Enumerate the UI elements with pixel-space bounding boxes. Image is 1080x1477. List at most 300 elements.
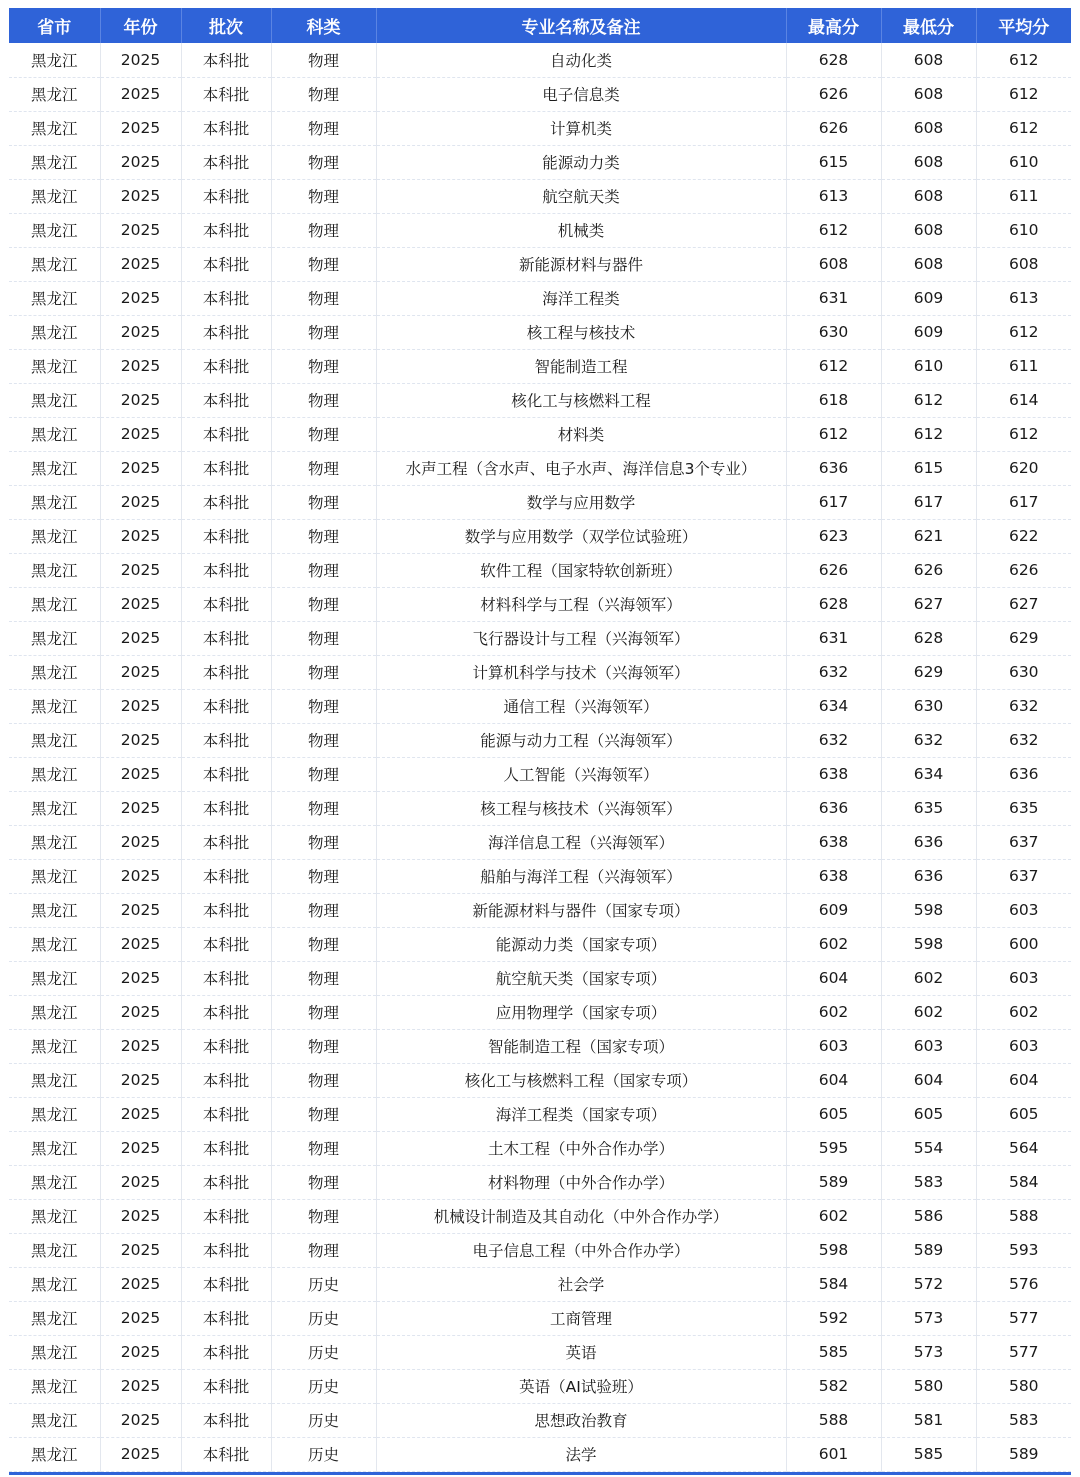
cell-min-score: 580: [881, 1369, 976, 1403]
cell-batch: 本科批: [181, 179, 271, 213]
cell-year: 2025: [100, 1029, 181, 1063]
cell-min-score: 608: [881, 213, 976, 247]
cell-year: 2025: [100, 757, 181, 791]
table-row: [9, 485, 1071, 519]
cell-major: 英语: [376, 1335, 786, 1369]
cell-batch: 本科批: [181, 315, 271, 349]
cell-max-score: 602: [786, 995, 881, 1029]
cell-subject: 物理: [271, 723, 376, 757]
cell-max-score: 582: [786, 1369, 881, 1403]
cell-major: 思想政治教育: [376, 1403, 786, 1437]
cell-year: 2025: [100, 145, 181, 179]
cell-major: 能源与动力工程（兴海领军）: [376, 723, 786, 757]
cell-avg-score: 608: [976, 247, 1071, 281]
cell-avg-score: 629: [976, 621, 1071, 655]
cell-province: 黑龙江: [9, 1369, 100, 1403]
cell-subject: 历史: [271, 1403, 376, 1437]
cell-batch: 本科批: [181, 961, 271, 995]
cell-major: 通信工程（兴海领军）: [376, 689, 786, 723]
cell-year: 2025: [100, 587, 181, 621]
cell-major: 航空航天类（国家专项）: [376, 961, 786, 995]
cell-major: 法学: [376, 1437, 786, 1471]
table-row: [9, 859, 1071, 893]
cell-min-score: 608: [881, 179, 976, 213]
table-row: [9, 383, 1071, 417]
cell-subject: 物理: [271, 383, 376, 417]
cell-year: 2025: [100, 43, 181, 77]
cell-province: 黑龙江: [9, 77, 100, 111]
cell-avg-score: 622: [976, 519, 1071, 553]
cell-major: 船舶与海洋工程（兴海领军）: [376, 859, 786, 893]
cell-province: 黑龙江: [9, 315, 100, 349]
header-major: 专业名称及备注: [376, 8, 786, 43]
cell-batch: 本科批: [181, 553, 271, 587]
cell-province: 黑龙江: [9, 553, 100, 587]
cell-min-score: 621: [881, 519, 976, 553]
cell-batch: 本科批: [181, 1403, 271, 1437]
table-row: [9, 1029, 1071, 1063]
cell-min-score: 586: [881, 1199, 976, 1233]
cell-subject: 物理: [271, 1233, 376, 1267]
cell-subject: 物理: [271, 1165, 376, 1199]
cell-year: 2025: [100, 1233, 181, 1267]
cell-province: 黑龙江: [9, 791, 100, 825]
table-row: [9, 1165, 1071, 1199]
cell-max-score: 631: [786, 621, 881, 655]
cell-batch: 本科批: [181, 995, 271, 1029]
cell-year: 2025: [100, 859, 181, 893]
cell-max-score: 584: [786, 1267, 881, 1301]
cell-province: 黑龙江: [9, 1267, 100, 1301]
cell-min-score: 628: [881, 621, 976, 655]
cell-batch: 本科批: [181, 485, 271, 519]
cell-major: 自动化类: [376, 43, 786, 77]
cell-year: 2025: [100, 791, 181, 825]
cell-major: 新能源材料与器件: [376, 247, 786, 281]
cell-year: 2025: [100, 1063, 181, 1097]
cell-avg-score: 600: [976, 927, 1071, 961]
cell-min-score: 630: [881, 689, 976, 723]
cell-max-score: 638: [786, 825, 881, 859]
cell-province: 黑龙江: [9, 859, 100, 893]
cell-subject: 物理: [271, 757, 376, 791]
cell-max-score: 638: [786, 859, 881, 893]
cell-batch: 本科批: [181, 43, 271, 77]
cell-avg-score: 611: [976, 349, 1071, 383]
cell-min-score: 609: [881, 281, 976, 315]
table-row: [9, 961, 1071, 995]
cell-avg-score: 603: [976, 1029, 1071, 1063]
cell-major: 飞行器设计与工程（兴海领军）: [376, 621, 786, 655]
table-row: [9, 995, 1071, 1029]
cell-batch: 本科批: [181, 859, 271, 893]
table-row: [9, 757, 1071, 791]
cell-province: 黑龙江: [9, 1301, 100, 1335]
cell-batch: 本科批: [181, 1165, 271, 1199]
cell-province: 黑龙江: [9, 213, 100, 247]
cell-max-score: 609: [786, 893, 881, 927]
cell-avg-score: 588: [976, 1199, 1071, 1233]
cell-max-score: 631: [786, 281, 881, 315]
cell-year: 2025: [100, 655, 181, 689]
cell-avg-score: 637: [976, 859, 1071, 893]
cell-major: 海洋工程类: [376, 281, 786, 315]
cell-min-score: 605: [881, 1097, 976, 1131]
table-body: [9, 43, 1071, 1471]
admission-scores-table: [9, 8, 1071, 1472]
cell-avg-score: 603: [976, 961, 1071, 995]
cell-year: 2025: [100, 417, 181, 451]
cell-major: 核化工与核燃料工程（国家专项）: [376, 1063, 786, 1097]
table-row: [9, 689, 1071, 723]
cell-subject: 物理: [271, 77, 376, 111]
cell-subject: 物理: [271, 791, 376, 825]
cell-province: 黑龙江: [9, 145, 100, 179]
cell-min-score: 635: [881, 791, 976, 825]
cell-province: 黑龙江: [9, 485, 100, 519]
cell-max-score: 585: [786, 1335, 881, 1369]
cell-major: 核工程与核技术: [376, 315, 786, 349]
table-row: [9, 1233, 1071, 1267]
cell-batch: 本科批: [181, 1437, 271, 1471]
cell-subject: 物理: [271, 1131, 376, 1165]
cell-avg-score: 636: [976, 757, 1071, 791]
cell-year: 2025: [100, 485, 181, 519]
table-row: [9, 791, 1071, 825]
cell-year: 2025: [100, 179, 181, 213]
cell-subject: 物理: [271, 961, 376, 995]
cell-year: 2025: [100, 961, 181, 995]
cell-min-score: 612: [881, 383, 976, 417]
table-row: [9, 247, 1071, 281]
cell-max-score: 612: [786, 417, 881, 451]
cell-province: 黑龙江: [9, 383, 100, 417]
cell-subject: 物理: [271, 689, 376, 723]
cell-max-score: 589: [786, 1165, 881, 1199]
cell-province: 黑龙江: [9, 111, 100, 145]
cell-subject: 物理: [271, 621, 376, 655]
table-row: [9, 315, 1071, 349]
cell-province: 黑龙江: [9, 1097, 100, 1131]
cell-avg-score: 576: [976, 1267, 1071, 1301]
cell-avg-score: 637: [976, 825, 1071, 859]
cell-year: 2025: [100, 893, 181, 927]
cell-min-score: 572: [881, 1267, 976, 1301]
cell-subject: 物理: [271, 859, 376, 893]
cell-max-score: 612: [786, 213, 881, 247]
cell-subject: 物理: [271, 179, 376, 213]
cell-year: 2025: [100, 281, 181, 315]
cell-subject: 物理: [271, 1199, 376, 1233]
table-row: [9, 723, 1071, 757]
cell-province: 黑龙江: [9, 961, 100, 995]
cell-batch: 本科批: [181, 1029, 271, 1063]
cell-year: 2025: [100, 825, 181, 859]
cell-avg-score: 604: [976, 1063, 1071, 1097]
table-row: [9, 1063, 1071, 1097]
cell-major: 核工程与核技术（兴海领军）: [376, 791, 786, 825]
cell-major: 人工智能（兴海领军）: [376, 757, 786, 791]
cell-max-score: 602: [786, 1199, 881, 1233]
cell-province: 黑龙江: [9, 927, 100, 961]
table-row: [9, 927, 1071, 961]
cell-major: 电子信息类: [376, 77, 786, 111]
cell-min-score: 612: [881, 417, 976, 451]
cell-max-score: 626: [786, 553, 881, 587]
cell-batch: 本科批: [181, 519, 271, 553]
cell-major: 土木工程（中外合作办学）: [376, 1131, 786, 1165]
cell-avg-score: 613: [976, 281, 1071, 315]
table-row: [9, 1097, 1071, 1131]
cell-max-score: 618: [786, 383, 881, 417]
cell-min-score: 608: [881, 145, 976, 179]
cell-avg-score: 564: [976, 1131, 1071, 1165]
cell-max-score: 626: [786, 77, 881, 111]
table-row: [9, 77, 1071, 111]
cell-year: 2025: [100, 111, 181, 145]
cell-max-score: 636: [786, 791, 881, 825]
cell-min-score: 610: [881, 349, 976, 383]
cell-province: 黑龙江: [9, 757, 100, 791]
cell-subject: 物理: [271, 1029, 376, 1063]
cell-major: 材料物理（中外合作办学）: [376, 1165, 786, 1199]
cell-max-score: 630: [786, 315, 881, 349]
cell-major: 英语（AI试验班）: [376, 1369, 786, 1403]
cell-subject: 物理: [271, 587, 376, 621]
cell-avg-score: 635: [976, 791, 1071, 825]
cell-max-score: 638: [786, 757, 881, 791]
cell-avg-score: 593: [976, 1233, 1071, 1267]
cell-subject: 物理: [271, 111, 376, 145]
table-row: [9, 553, 1071, 587]
cell-max-score: 634: [786, 689, 881, 723]
cell-year: 2025: [100, 519, 181, 553]
cell-avg-score: 632: [976, 689, 1071, 723]
cell-min-score: 581: [881, 1403, 976, 1437]
table-row: [9, 349, 1071, 383]
header-province: 省市: [37, 18, 72, 38]
cell-year: 2025: [100, 1131, 181, 1165]
cell-batch: 本科批: [181, 1063, 271, 1097]
table-header-row: [9, 8, 1071, 43]
cell-subject: 物理: [271, 893, 376, 927]
cell-subject: 物理: [271, 451, 376, 485]
cell-year: 2025: [100, 213, 181, 247]
cell-batch: 本科批: [181, 723, 271, 757]
cell-major: 材料类: [376, 417, 786, 451]
cell-max-score: 592: [786, 1301, 881, 1335]
cell-province: 黑龙江: [9, 893, 100, 927]
cell-province: 黑龙江: [9, 43, 100, 77]
cell-province: 黑龙江: [9, 451, 100, 485]
cell-province: 黑龙江: [9, 179, 100, 213]
cell-batch: 本科批: [181, 349, 271, 383]
cell-batch: 本科批: [181, 621, 271, 655]
cell-province: 黑龙江: [9, 1029, 100, 1063]
cell-province: 黑龙江: [9, 655, 100, 689]
cell-batch: 本科批: [181, 791, 271, 825]
cell-max-score: 598: [786, 1233, 881, 1267]
cell-province: 黑龙江: [9, 349, 100, 383]
cell-avg-score: 605: [976, 1097, 1071, 1131]
header-subject: 科类: [271, 8, 376, 43]
cell-avg-score: 610: [976, 145, 1071, 179]
cell-batch: 本科批: [181, 111, 271, 145]
cell-avg-score: 612: [976, 417, 1071, 451]
header-year: 年份: [100, 8, 181, 43]
cell-min-score: 636: [881, 859, 976, 893]
cell-min-score: 629: [881, 655, 976, 689]
table-row: [9, 145, 1071, 179]
cell-province: 黑龙江: [9, 417, 100, 451]
cell-batch: 本科批: [181, 757, 271, 791]
cell-major: 智能制造工程（国家专项）: [376, 1029, 786, 1063]
table-row: [9, 1131, 1071, 1165]
cell-min-score: 609: [881, 315, 976, 349]
cell-major: 数学与应用数学: [376, 485, 786, 519]
cell-subject: 物理: [271, 485, 376, 519]
header-avg-score: 平均分: [976, 8, 1071, 43]
cell-subject: 历史: [271, 1437, 376, 1471]
cell-min-score: 608: [881, 43, 976, 77]
cell-min-score: 554: [881, 1131, 976, 1165]
cell-major: 核化工与核燃料工程: [376, 383, 786, 417]
cell-min-score: 583: [881, 1165, 976, 1199]
cell-max-score: 628: [786, 587, 881, 621]
table-row: [9, 451, 1071, 485]
cell-subject: 物理: [271, 145, 376, 179]
cell-max-score: 623: [786, 519, 881, 553]
cell-batch: 本科批: [181, 77, 271, 111]
table-row: [9, 1369, 1071, 1403]
table-row: [9, 519, 1071, 553]
cell-max-score: 612: [786, 349, 881, 383]
cell-year: 2025: [100, 349, 181, 383]
cell-province: 黑龙江: [9, 621, 100, 655]
cell-min-score: 617: [881, 485, 976, 519]
cell-max-score: 605: [786, 1097, 881, 1131]
table-bottom-border: [9, 1472, 1071, 1475]
table-row: [9, 587, 1071, 621]
cell-max-score: 632: [786, 723, 881, 757]
cell-subject: 历史: [271, 1369, 376, 1403]
cell-major: 计算机类: [376, 111, 786, 145]
cell-year: 2025: [100, 247, 181, 281]
cell-subject: 物理: [271, 315, 376, 349]
cell-avg-score: 620: [976, 451, 1071, 485]
table-row: [9, 1301, 1071, 1335]
cell-province: 黑龙江: [9, 1199, 100, 1233]
cell-min-score: 634: [881, 757, 976, 791]
table-row: [9, 1437, 1071, 1471]
cell-max-score: 626: [786, 111, 881, 145]
cell-subject: 物理: [271, 825, 376, 859]
cell-major: 航空航天类: [376, 179, 786, 213]
cell-year: 2025: [100, 1165, 181, 1199]
cell-year: 2025: [100, 383, 181, 417]
cell-province: 黑龙江: [9, 519, 100, 553]
cell-batch: 本科批: [181, 1267, 271, 1301]
cell-batch: 本科批: [181, 1369, 271, 1403]
cell-subject: 物理: [271, 43, 376, 77]
cell-subject: 物理: [271, 655, 376, 689]
cell-avg-score: 630: [976, 655, 1071, 689]
cell-province: 黑龙江: [9, 689, 100, 723]
cell-year: 2025: [100, 723, 181, 757]
cell-major: 社会学: [376, 1267, 786, 1301]
cell-major: 机械设计制造及其自动化（中外合作办学）: [376, 1199, 786, 1233]
cell-batch: 本科批: [181, 1233, 271, 1267]
cell-max-score: 601: [786, 1437, 881, 1471]
cell-batch: 本科批: [181, 1199, 271, 1233]
cell-max-score: 603: [786, 1029, 881, 1063]
cell-major: 机械类: [376, 213, 786, 247]
cell-avg-score: 580: [976, 1369, 1071, 1403]
cell-avg-score: 603: [976, 893, 1071, 927]
cell-year: 2025: [100, 77, 181, 111]
cell-major: 材料科学与工程（兴海领军）: [376, 587, 786, 621]
cell-min-score: 604: [881, 1063, 976, 1097]
cell-year: 2025: [100, 689, 181, 723]
cell-min-score: 585: [881, 1437, 976, 1471]
cell-min-score: 573: [881, 1301, 976, 1335]
cell-avg-score: 612: [976, 315, 1071, 349]
header-batch: 批次: [181, 8, 271, 43]
cell-min-score: 573: [881, 1335, 976, 1369]
cell-province: 黑龙江: [9, 995, 100, 1029]
cell-avg-score: 584: [976, 1165, 1071, 1199]
cell-province: 黑龙江: [9, 1233, 100, 1267]
table-row: [9, 281, 1071, 315]
cell-batch: 本科批: [181, 247, 271, 281]
cell-max-score: 604: [786, 1063, 881, 1097]
cell-province: 黑龙江: [9, 281, 100, 315]
cell-year: 2025: [100, 1437, 181, 1471]
cell-major: 数学与应用数学（双学位试验班）: [376, 519, 786, 553]
table-row: [9, 1199, 1071, 1233]
table-row: [9, 43, 1071, 77]
table-row: [9, 825, 1071, 859]
cell-batch: 本科批: [181, 417, 271, 451]
table-row: [9, 655, 1071, 689]
cell-avg-score: 626: [976, 553, 1071, 587]
cell-year: 2025: [100, 621, 181, 655]
cell-year: 2025: [100, 927, 181, 961]
cell-avg-score: 627: [976, 587, 1071, 621]
cell-min-score: 608: [881, 247, 976, 281]
cell-province: 黑龙江: [9, 1131, 100, 1165]
cell-batch: 本科批: [181, 893, 271, 927]
cell-province: 黑龙江: [9, 1403, 100, 1437]
cell-batch: 本科批: [181, 1335, 271, 1369]
cell-year: 2025: [100, 315, 181, 349]
cell-subject: 历史: [271, 1301, 376, 1335]
cell-major: 软件工程（国家特软创新班）: [376, 553, 786, 587]
cell-max-score: 602: [786, 927, 881, 961]
cell-year: 2025: [100, 553, 181, 587]
cell-major: 智能制造工程: [376, 349, 786, 383]
cell-min-score: 598: [881, 893, 976, 927]
cell-min-score: 608: [881, 111, 976, 145]
table-row: [9, 213, 1071, 247]
cell-major: 水声工程（含水声、电子水声、海洋信息3个专业）: [376, 451, 786, 485]
cell-subject: 物理: [271, 417, 376, 451]
cell-subject: 物理: [271, 247, 376, 281]
cell-avg-score: 577: [976, 1301, 1071, 1335]
cell-avg-score: 602: [976, 995, 1071, 1029]
table-row: [9, 893, 1071, 927]
cell-avg-score: 632: [976, 723, 1071, 757]
